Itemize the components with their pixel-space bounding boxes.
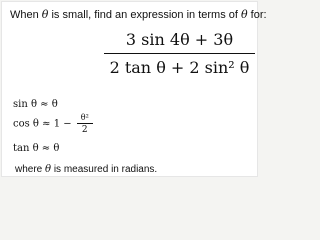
expression-numerator: 3 sin 4θ + 3θ [125,30,234,49]
question-text [10,8,267,22]
cos-fraction [77,113,93,135]
footer-suffix: is measured in radians. [51,164,158,175]
footer-note [15,164,157,176]
cos-fraction-numerator: θ² [80,113,89,122]
question-middle: is small, find an expression in terms of [48,9,241,21]
theta-symbol: θ [41,8,49,21]
theta-symbol: θ [45,164,52,175]
cos-approximation-lhs: cos θ ≈ 1 − [13,118,72,130]
theta-symbol: θ [241,8,248,21]
question-prefix: When [10,9,42,21]
question-suffix: for: [247,9,267,21]
expression-fraction [102,30,257,78]
tan-approximation: tan θ ≈ θ [13,143,60,154]
sin-approximation: sin θ ≈ θ [13,99,58,110]
expression-denominator: 2 tan θ + 2 sin² θ [109,58,250,77]
footer-prefix: where [15,164,46,175]
cos-approximation [13,113,93,135]
question-card [1,1,267,177]
cos-fraction-denominator: 2 [81,125,88,135]
